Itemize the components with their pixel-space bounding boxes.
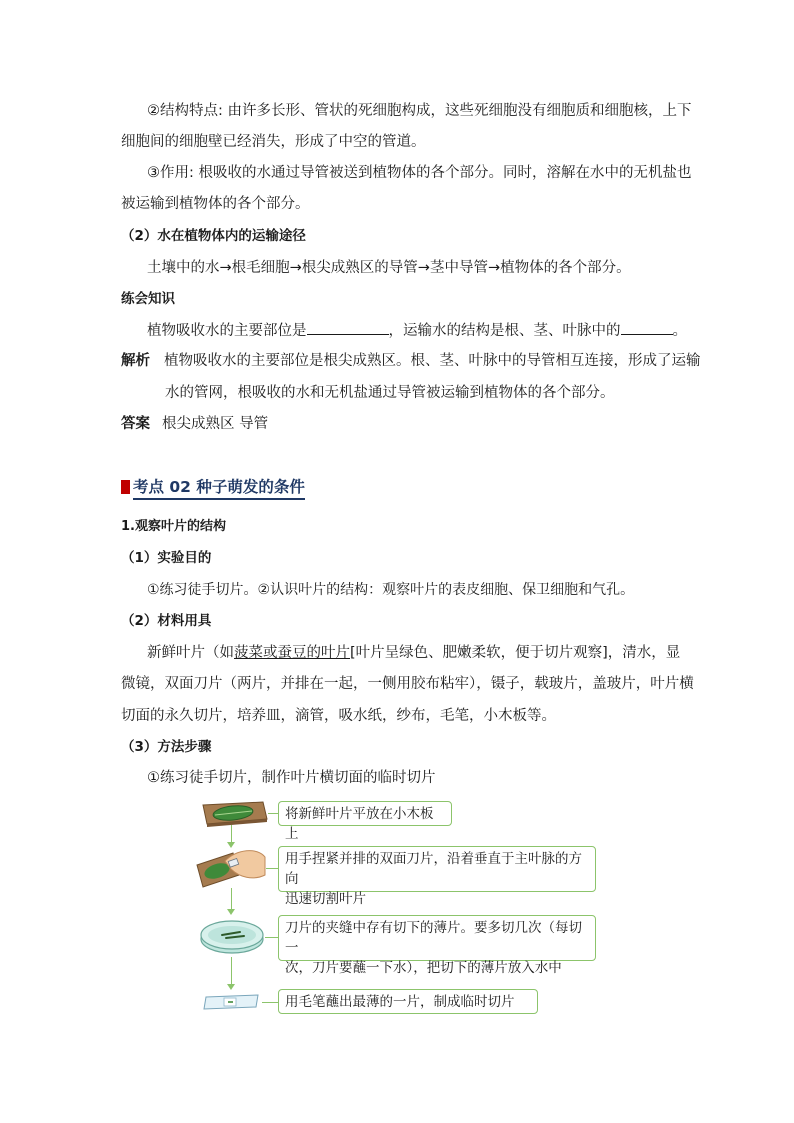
- materials-heading: （2）材料用具: [121, 613, 212, 629]
- practice-question: 植物吸收水的主要部位是 ，运输水的结构是根、茎、叶脉中的 。: [147, 320, 687, 341]
- flow-step-4: 用毛笔蘸出最薄的一片，制成临时切片: [278, 989, 538, 1014]
- structure-line-1: ②结构特点: 由许多长形、管状的死细胞构成，这些死细胞没有细胞质和细胞核，上下: [147, 103, 692, 119]
- flow-arrow-3: [231, 957, 232, 987]
- analysis-line-2: 水的管网，根吸收的水和无机盐通过导管被运输到植物体的各个部分。: [165, 385, 615, 401]
- section-title: 考点 02 种子萌发的条件: [121, 476, 305, 498]
- transport-text: 土壤中的水→根毛细胞→根尖成熟区的导管→茎中导管→植物体的各个部分。: [147, 260, 631, 276]
- analysis-line-1: 解析 植物吸收水的主要部位是根尖成熟区。根、茎、叶脉中的导管相互连接，形成了运输: [121, 353, 701, 369]
- answer-text: 根尖成熟区 导管: [162, 416, 269, 432]
- materials-underlined: 菠菜或蚕豆的叶片: [234, 645, 350, 661]
- red-square-icon: [121, 480, 130, 494]
- flow-step-3: 刀片的夹缝中存有切下的薄片。要多切几次（每切一 次，刀片要蘸一下水），把切下的薄片放入水中: [278, 915, 596, 961]
- materials-line-1: 新鲜叶片（如菠菜或蚕豆的叶片[叶片呈绿色、肥嫩柔软，便于切片观察]，清水，显: [147, 645, 681, 661]
- leaf-heading: 1.观察叶片的结构: [121, 519, 226, 534]
- hand-blade-icon: [195, 845, 267, 890]
- answer-blank-2[interactable]: [621, 320, 673, 335]
- purpose-heading: （1）实验目的: [121, 550, 212, 566]
- transport-heading: （2）水在植物体内的运输途径: [121, 228, 306, 244]
- glass-slide-icon: [200, 991, 262, 1013]
- leaf-on-board-icon: [197, 799, 269, 827]
- function-line-1: ③作用: 根吸收的水通过导管被送到植物体的各个部分。同时，溶解在水中的无机盐也: [147, 165, 692, 181]
- answer-line: [121, 414, 268, 434]
- purpose-text: ①练习徒手切片。②认识叶片的结构：观察叶片的表皮细胞、保卫细胞和气孔。: [147, 582, 635, 598]
- steps-heading: （3）方法步骤: [121, 739, 212, 755]
- analysis-label: 解析: [121, 353, 150, 369]
- structure-label: ②结构特点:: [147, 103, 223, 119]
- practice-heading: 练会知识: [121, 291, 175, 307]
- petri-dish-icon: [198, 915, 266, 957]
- flow-step-1: 将新鲜叶片平放在小木板上: [278, 801, 452, 826]
- answer-label: 答案: [121, 416, 150, 432]
- materials-line-3: 切面的永久切片，培养皿，滴管，吸水纸，纱布，毛笔，小木板等。: [121, 708, 556, 724]
- answer-blank-1[interactable]: [307, 320, 389, 335]
- materials-line-2: 微镜，双面刀片（两片，并排在一起，一侧用胶布粘牢），镊子，载玻片，盖玻片，叶片横: [121, 676, 694, 692]
- steps-sub: ①练习徒手切片，制作叶片横切面的临时切片: [147, 770, 436, 786]
- structure-line-2: 细胞间的细胞壁已经消失，形成了中空的管道。: [121, 134, 426, 150]
- function-line-2: 被运输到植物体的各个部分。: [121, 196, 310, 212]
- flow-step-2: 用手捏紧并排的双面刀片，沿着垂直于主叶脉的方向 迅速切割叶片: [278, 846, 596, 892]
- function-label: ③作用:: [147, 165, 194, 181]
